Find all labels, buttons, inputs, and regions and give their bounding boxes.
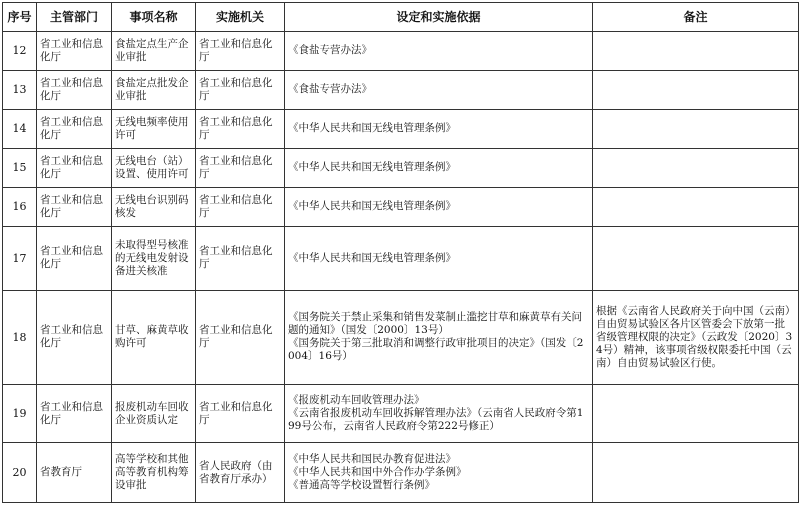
row-basis bbox=[285, 384, 593, 442]
row-item-name: 无线电台识别码核发 bbox=[112, 187, 196, 226]
row-number: 17 bbox=[3, 226, 37, 290]
row-number: 20 bbox=[3, 443, 37, 503]
approval-items-table bbox=[2, 2, 799, 503]
row-basis bbox=[285, 226, 593, 290]
table-row bbox=[3, 226, 799, 290]
row-number: 19 bbox=[3, 384, 37, 442]
row-remark bbox=[593, 443, 799, 503]
row-number: 18 bbox=[3, 290, 37, 384]
row-remark bbox=[593, 109, 799, 148]
row-remark bbox=[593, 384, 799, 442]
row-basis bbox=[285, 70, 593, 109]
table-header-row bbox=[3, 3, 799, 32]
table-row bbox=[3, 384, 799, 442]
header-agency: 实施机关 bbox=[196, 3, 285, 32]
row-agency: 省工业和信息化厅 bbox=[196, 384, 285, 442]
table-row bbox=[3, 443, 799, 503]
basis-entry: 《中华人民共和国中外合作办学条例》 bbox=[288, 466, 467, 479]
row-agency: 省人民政府（由省教育厅承办） bbox=[196, 443, 285, 503]
basis-entry: 《食盐专营办法》 bbox=[288, 44, 372, 57]
row-item-name: 无线电台（站）设置、使用许可 bbox=[112, 148, 196, 187]
basis-entry: 《普通高等学校设置暂行条例》 bbox=[288, 479, 435, 492]
table-row bbox=[3, 70, 799, 109]
table-row bbox=[3, 148, 799, 187]
row-remark bbox=[593, 187, 799, 226]
row-remark bbox=[593, 32, 799, 71]
row-number: 15 bbox=[3, 148, 37, 187]
table-row bbox=[3, 290, 799, 384]
table-row bbox=[3, 32, 799, 71]
row-basis bbox=[285, 187, 593, 226]
table-row bbox=[3, 109, 799, 148]
row-item-name: 报废机动车回收企业资质认定 bbox=[112, 384, 196, 442]
row-agency: 省工业和信息化厅 bbox=[196, 109, 285, 148]
row-agency: 省工业和信息化厅 bbox=[196, 187, 285, 226]
row-remark bbox=[593, 70, 799, 109]
row-basis bbox=[285, 443, 593, 503]
row-department: 省工业和信息化厅 bbox=[37, 384, 112, 442]
row-remark bbox=[593, 148, 799, 187]
basis-entry: 《中华人民共和国无线电管理条例》 bbox=[288, 200, 456, 213]
row-basis bbox=[285, 109, 593, 148]
row-item-name: 高等学校和其他高等教育机构筹设审批 bbox=[112, 443, 196, 503]
row-basis bbox=[285, 148, 593, 187]
row-item-name: 甘草、麻黄草收购许可 bbox=[112, 290, 196, 384]
basis-entry: 《中华人民共和国无线电管理条例》 bbox=[288, 161, 456, 174]
row-basis bbox=[285, 32, 593, 71]
basis-entry: 《中华人民共和国无线电管理条例》 bbox=[288, 122, 456, 135]
row-item-name: 未取得型号核准的无线电发射设备进关核准 bbox=[112, 226, 196, 290]
row-number: 13 bbox=[3, 70, 37, 109]
row-number: 12 bbox=[3, 32, 37, 71]
row-department: 省工业和信息化厅 bbox=[37, 32, 112, 71]
row-agency: 省工业和信息化厅 bbox=[196, 32, 285, 71]
basis-entry: 《中华人民共和国民办教育促进法》 bbox=[288, 453, 456, 466]
header-item-name: 事项名称 bbox=[112, 3, 196, 32]
row-department: 省工业和信息化厅 bbox=[37, 148, 112, 187]
row-department: 省工业和信息化厅 bbox=[37, 290, 112, 384]
header-department: 主管部门 bbox=[37, 3, 112, 32]
row-number: 16 bbox=[3, 187, 37, 226]
row-item-name: 无线电频率使用许可 bbox=[112, 109, 196, 148]
header-remark: 备注 bbox=[593, 3, 799, 32]
row-agency: 省工业和信息化厅 bbox=[196, 290, 285, 384]
basis-entry: 《云南省报废机动车回收拆解管理办法》（云南省人民政府令第199号公布，云南省人民政府令第222号修正） bbox=[288, 407, 584, 433]
table-row bbox=[3, 187, 799, 226]
row-department: 省工业和信息化厅 bbox=[37, 226, 112, 290]
row-remark bbox=[593, 226, 799, 290]
row-department: 省工业和信息化厅 bbox=[37, 109, 112, 148]
row-basis bbox=[285, 290, 593, 384]
row-department: 省工业和信息化厅 bbox=[37, 187, 112, 226]
basis-entry: 《报废机动车回收管理办法》 bbox=[288, 394, 425, 407]
row-item-name: 食盐定点生产企业审批 bbox=[112, 32, 196, 71]
row-agency: 省工业和信息化厅 bbox=[196, 226, 285, 290]
row-agency: 省工业和信息化厅 bbox=[196, 70, 285, 109]
basis-entry: 《食盐专营办法》 bbox=[288, 83, 372, 96]
row-agency: 省工业和信息化厅 bbox=[196, 148, 285, 187]
row-department: 省教育厅 bbox=[37, 443, 112, 503]
header-no: 序号 bbox=[3, 3, 37, 32]
basis-entry: 《国务院关于第三批取消和调整行政审批项目的决定》（国发〔2004〕16号） bbox=[288, 337, 584, 363]
basis-entry: 《中华人民共和国无线电管理条例》 bbox=[288, 251, 456, 264]
row-remark: 根据《云南省人民政府关于向中国（云南）自由贸易试验区各片区管委会下放第一批省级管理权限的决定》（云政发〔2020〕34号）精神，该事项省级权限委托中国（云南）自由贸易试验区行使。 bbox=[593, 290, 799, 384]
row-number: 14 bbox=[3, 109, 37, 148]
header-basis: 设定和实施依据 bbox=[285, 3, 593, 32]
row-item-name: 食盐定点批发企业审批 bbox=[112, 70, 196, 109]
basis-entry: 《国务院关于禁止采集和销售发菜制止滥挖甘草和麻黄草有关问题的通知》（国发〔2000〕13号） bbox=[288, 311, 582, 337]
row-department: 省工业和信息化厅 bbox=[37, 70, 112, 109]
